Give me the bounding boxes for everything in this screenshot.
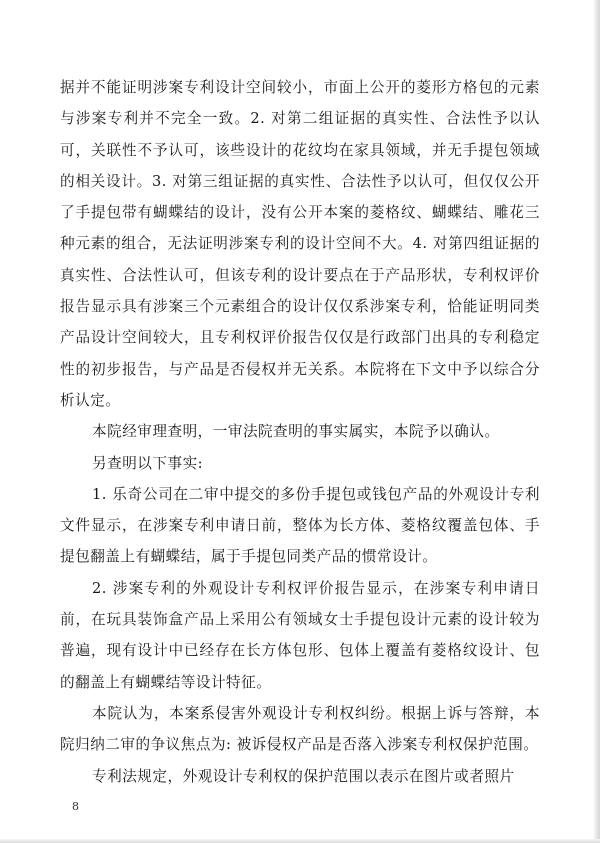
paragraph-court-confirmation: 本院经审理查明，一审法院查明的事实属实，本院予以确认。	[92, 423, 500, 441]
paragraph-patent-law: 专利法规定，外观设计专利权的保护范围以表示在图片或者照片	[92, 767, 515, 785]
page-number: 8	[72, 800, 79, 813]
paragraph-evidence-opinion: 据并不能证明涉案专利设计空间较小，市面上公开的菱形方格包的元素与涉案专利并不完全一致。2. 对第二组证据的真实性、合法性予以认可，关联性不予认可，该些设计的花纹均在家具领域，并无手提包领域的相关设计。3. 对第三组证据的真实性、合法性予以认可，但仅仅公开了手提包带有蝴蝶结的设计，没有公开本案的菱格纹、蝴蝶结、雕花三种元素的组合，无法证明涉案专利的设计空间不大。4. 对第四组证据的真实性、合法性认可，但该专利的设计要点在于产品形状，专利权评价报告显示具有涉案三个元素组合的设计仅仅系涉案专利，恰能证明同类产品设计空间较大，且专利权评价报告仅仅是行政部门出具的专利稳定性的初步报告，与产品是否侵权并无关系。本院将在下文中予以综合分析认定。	[60, 79, 540, 409]
page-edge-shadow-right	[594, 0, 600, 843]
paragraph-fact-1: 1. 乐奇公司在二审中提交的多份手提包或钱包产品的外观设计专利文件显示，在涉案专利申请日前，整体为长方体、菱格纹覆盖包体、手提包翻盖上有蝴蝶结，属于手提包同类产品的惯常设计。	[60, 485, 540, 566]
paragraph-court-opinion: 本院认为，本案系侵害外观设计专利权纠纷。根据上诉与答辩，本院归纳二审的争议焦点为: 被诉侵权产品是否落入涉案专利权保护范围。	[60, 704, 540, 754]
paragraph-fact-2: 2. 涉案专利的外观设计专利权评价报告显示，在涉案专利申请日前，在玩具装饰盒产品上采用公有领域女士手提包设计元素的设计较为普遍，现有设计中已经存在长方体包形、包体上覆盖有菱格纹设计、包的翻盖上有蝴蝶结等设计特征。	[60, 579, 540, 691]
document-body	[60, 72, 540, 792]
page-edge-shadow-bottom	[0, 839, 600, 843]
paragraph-additional-facts-heading: 另查明以下事实:	[92, 454, 204, 472]
